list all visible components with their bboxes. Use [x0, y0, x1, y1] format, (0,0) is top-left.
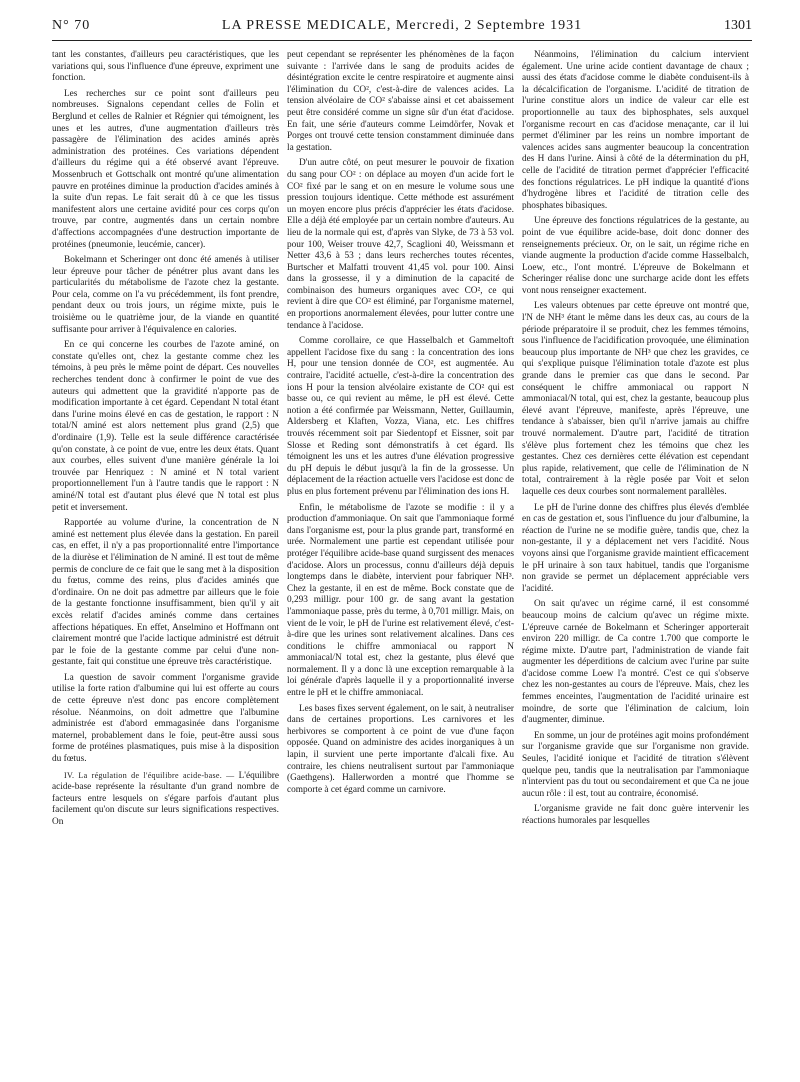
paragraph: En somme, un jour de protéines agit moins profondément sur l'organisme gravide que sur l'organisme non gravide. Seules, l'acidité ionique et l'acidité de titration s'élèvent quelque peu, tandis que la neutralisation par l'ammoniaque n'intervient pas du tout ou secondairement et que Ca ne joue aucun rôle : il est, tout au contraire, économisé. [522, 730, 749, 799]
paragraph: Les recherches sur ce point sont d'ailleurs peu nombreuses. Signalons cependant celles de Folin et Berglund et celles de Ralnier et Régnier qui témoignent, les unes et les autres, d'une augmentation d'ailleurs très passagère de l'élimination des acides aminés après administration des protéines. Ces variations dépendent d'ailleurs du régime qui a été observé avant l'épreuve. Mossenbruch et Gottschalk ont montré qu'une alimentation pauvre en protéines diminue la production d'acides aminés à la suite d'un repas. Le fait serait dû à ce que les tissus manifestent alors une certaine avidité pour ces corps qu'on trouve, par contre, augmentés dans un certain nombre d'affections accompagnées d'une destruction importante de protéines (pneumonie, leucémie, cancer). [52, 88, 279, 250]
text-column-left [52, 50, 279, 833]
paragraph: D'un autre côté, on peut mesurer le pouvoir de fixation du sang pour CO² : on déplace au moyen d'un acide fort le CO² fixé par le sang et on en mesure le volume sous une pression toujours identique. Cette méthode est assurément un moyen encore plus précis d'apprécier les états d'acidose. Elle a déjà été employée par un certain nombre d'auteurs. Au lieu de la normale qui est, d'après van Slyke, de 73 à 53 vol. pour 100, Weiser trouve 42,7, Scaglioni 40, Weissmann et Netter 43,6 à 53 ; dans leurs recherches toutes récentes, Burtscher et Malfatti trouvent 41,45 vol. pour 100. Ainsi dans la grossesse, il y a diminution de la capacité de combinaison des humeurs organiques avec CO², ce qui revient à dire que CO² est éliminé, par l'organisme maternel, en proportions anormalement élevées, pour lutter contre une tendance à l'acidose. [287, 158, 514, 331]
journal-title: LA PRESSE MEDICALE, Mercredi, 2 Septembre 1931 [221, 18, 583, 33]
section-text: L'équilibre acide-base représente la résultante d'un grand nombre de facteurs entre lesquels on s'égare parfois d'autant plus facilement qu'on discute sur leurs significations respectives. On [52, 770, 280, 827]
section-paragraph [52, 770, 279, 829]
paragraph: Les bases fixes servent également, on le sait, à neutraliser dans de certaines proportions. Les carnivores et les herbivores se comportent à ce point de vue d'une façon opposée. Quand on administre des acides inorganiques à un lapin, il survient une perte importante d'alcali fixe. Au contraire, les chiens neutralisent surtout par l'ammoniaque (Gaethgens). Hallerworden a montré que l'homme se comporte à cet égard comme un carnivore. [287, 703, 514, 795]
paragraph: Bokelmann et Scheringer ont donc été amenés à utiliser leur épreuve pour tâcher de pénétrer plus avant dans les particularités du métabolisme de l'azote chez la gestante. Pour cela, comme on l'a vu précédemment, ils font prendre, pendant deux ou trois jours, un régime mixte, puis le troisième ou le quatrième jour, de la viande en quantité suffisante pour arriver à l'équivalence en calories. [52, 255, 279, 335]
paragraph: tant les constantes, d'ailleurs peu caractéristiques, que les variations qui, sous l'influence d'une épreuve, expriment une fonction. [52, 50, 279, 84]
text-column-middle [287, 50, 514, 800]
page-number: 1301 [724, 18, 752, 33]
page-header [52, 16, 752, 41]
section-heading: IV. La régulation de l'équilibre acide-base. — [64, 770, 235, 780]
paragraph: Le pH de l'urine donne des chiffres plus élevés d'emblée en cas de gestation et, sous l'influence du jour d'albumine, la réaction de l'urine ne se modifie guère, tandis que, chez la non-gestante, il y a déplacement net vers l'acidité. Nous voyons ainsi que l'organisme gravide maintient efficacement le pH urinaire à son taux habituel, tandis que l'organisme non gravide se permet un déplacement appréciable vers l'acidité. [522, 502, 749, 594]
paragraph: L'organisme gravide ne fait donc guère intervenir les réactions humorales par lesquelles [522, 804, 749, 826]
paragraph: On sait qu'avec un régime carné, il est consommé beaucoup moins de calcium qu'avec un régime mixte. L'épreuve carnée de Bokelmann et Scheringer apporterait environ 220 milligr. de Ca contre 1.700 que comporte le régime mixte. D'autre part, l'administration de viande fait augmenter les déperditions de calcium avec l'urine par suite d'acidose comme Loew l'a montré. C'est ce qui s'observe chez les non-gestantes au cours de l'épreuve. Mais, chez les femmes enceintes, l'augmentation de l'acidité urinaire est moindre, de sorte que l'élimination de calcium, loin d'augmenter, diminue. [522, 599, 749, 726]
paragraph: Enfin, le métabolisme de l'azote se modifie : il y a production d'ammoniaque. On sait que l'ammoniaque formé dans l'organisme est, pour la plus grande part, transformé en urée. Normalement une partie est cependant utilisée pour protéger l'équilibre acide-base quand surgissent des menaces d'acidose. Alors un processus, connu d'ailleurs déjà depuis longtemps dans le diabète, intervient pour fabriquer NH³. Chez la gestante, il en est de même. Bock constate que de 0,293 milligr. pour 100 gr. de sang avant la gestation l'ammoniaque passe, près du terme, à 0,701 milligr. Mais, on vient de le voir, le pH de l'urine est relativement élevé, c'est-à-dire que les urines sont relativement alcalines. Dans ces conditions le chiffre ammoniacal ou rapport N ammoniacal/N total est, chez la gestante, plus élevé que normalement. Il y a donc là une exception remarquable à la loi générale d'après laquelle il y a proportionnalité inverse entre le pH et le chiffre ammoniacal. [287, 502, 514, 699]
paragraph: Néanmoins, l'élimination du calcium intervient également. Une urine acide contient davantage de chaux ; aussi des états d'acidose comme le diabète conduisent-ils à la décalcification de l'organisme. L'acidité de titration de l'urine constitue alors un indice de valeur car elle est proportionnelle au taux des biphosphates, sels auxquel l'organisme recourt en cas d'acidose menaçante, car il lui permet d'éliminer par les reins un nombre important de valences acides sans augmenter beaucoup la concentration des H dans l'urine. Ainsi à côté de la détermination du pH, celle de l'acidité de titration permet d'apprécier l'efficacité des fonctions régulatrices. Le pH indique la quantité d'ions d'hydrogène libres et l'acidité de titration celle des phosphates bibasiques. [522, 50, 749, 211]
paragraph: En ce qui concerne les courbes de l'azote aminé, on constate qu'elles ont, chez la gestante comme chez les témoins, à peu près le même point de départ. Ces nouvelles recherches tendent donc à confirmer le point de vue des auteurs qui admettent que la gravidité n'apporte pas de modification importante à cet égard. Cependant N total étant dans l'urine moins élevé en cas de gestation, le rapport : N total/N aminé est alors nettement plus grand (2,5) que d'ordinaire (1,9). Telle est la seule différence caractérisée qu'on constate, à ce point de vue, entre les deux états. Quant aux courbes, elles suivent d'une manière générale la loi trouvée par Henriquez : N aminé et N total varient proportionnellement l'un à l'autre tandis que le rapport : N aminé/N total est d'autant plus élevé que N total est plus petit et inversement. [52, 340, 279, 513]
paragraph: Les valeurs obtenues par cette épreuve ont montré que, l'N de NH³ étant le même dans les deux cas, au cours de la période préparatoire il se produit, chez les femmes témoins, sous l'influence de l'acidification provoquée, une élimination beaucoup plus importante de NH³ que chez les gravides, ce qui s'explique puisque l'élimination totale d'azote est plus grande dans le premier cas que dans le second. Par conséquent le chiffre ammoniacal ou rapport N ammoniacal/N total, qui est, chez la gestante, beaucoup plus élevé avant l'épreuve, manifeste, après l'épreuve, une tendance à s'abaisser, bien qu'il n'arrive jamais au chiffre trouvé normalement. D'autre part, l'acidité de titration s'élève plus fortement chez les témoins que chez les gestantes. Chez ces dernières cette élévation est cependant plus rapide, relativement, que celle de l'élimination de N total, contrairement à la règle posée par Voit et selon laquelle ces deux courbes sont normalement parallèles. [522, 301, 749, 497]
paragraph: La question de savoir comment l'organisme gravide utilise la forte ration d'albumine qui lui est offerte au cours de cette épreuve n'est donc pas encore complètement résolue. Néanmoins, on doit admettre que l'albumine administrée est d'abord emmagasinée dans l'organisme maternel, probablement dans le foie, peut-être aussi sous forme de protéines plasmatiques, puis mise à la disposition du fœtus. [52, 672, 279, 765]
text-column-right [522, 50, 749, 832]
paragraph: peut cependant se représenter les phénomènes de la façon suivante : l'arrivée dans le sang de produits acides de désintégration excite le centre respiratoire et augmente ainsi l'élimination du CO², c'est-à-dire de valences acides. La tension alvéolaire de CO² s'abaisse ainsi et cet abaissement peut être considéré comme un signe sûr d'un état d'acidose. En fait, une série d'auteurs comme Leimdörfer, Novak et Porges ont trouvé cette tension constamment diminuée dans la gestation. [287, 50, 514, 153]
paragraph: Rapportée au volume d'urine, la concentration de N aminé est nettement plus élevée dans la gestation. En pareil cas, en effet, il n'y a pas proportionnalité entre l'importance de la diurèse et l'élimination de N aminé. Il est tout de même permis de conclure de ce fait que le sang met à la disposition du fœtus, comme des reins, plus d'acides aminés que d'ordinaire. On ne doit pas admettre par ailleurs que le foie de la gestante fonctionne insuffisamment, bien qu'il y ait excès relatif d'acides aminés comme dans certaines affections hépatiques. En effet, Anselmino et Hoffmann ont clairement montré que l'acide lactique administré est détruit par le foie de la gestante comme par celui d'une non-gestante, fait qui constitue une épreuve très caractéristique. [52, 518, 279, 668]
paragraph: Une épreuve des fonctions régulatrices de la gestante, au point de vue équilibre acide-base, doit donc donner des renseignements précieux. Or, on le sait, un régime riche en viande augmente la production d'acide comme Hasselbalch, Loew, etc., l'ont montré. L'épreuve de Bokelmann et Scheringer réalise donc une surcharge acide dont les effets vont nous renseigner exactement. [522, 216, 749, 296]
paragraph: Comme corollaire, ce que Hasselbalch et Gammeltoft appellent l'acidose fixe du sang : la concentration des ions H, pour une tension donnée de CO², est augmentée. Au contraire, l'acidité actuelle, c'est-à-dire la concentration des ions H pour la tension alvéolaire existante de CO² qui est basse ou, ce qui revient au même, le pH est élevé. Cette notion a été confirmée par Weissmann, Netter, Guillaumin, Aldersberg et Klaften, Vozza, Viana, etc. Les chiffres trouvés récemment soit par Siedentopf et Eissner, soit par Slosse et Reding sont démonstratifs à cet égard. Ils témoignent les uns et les autres d'une élévation progressive du pH depuis le début jusqu'à la fin de la grossesse. Un déplacement de la réaction actuelle vers l'acidose est donc de plus en plus fortement prévenu par l'élimination des ions H. [287, 336, 515, 497]
issue-number: N° 70 [52, 18, 91, 33]
